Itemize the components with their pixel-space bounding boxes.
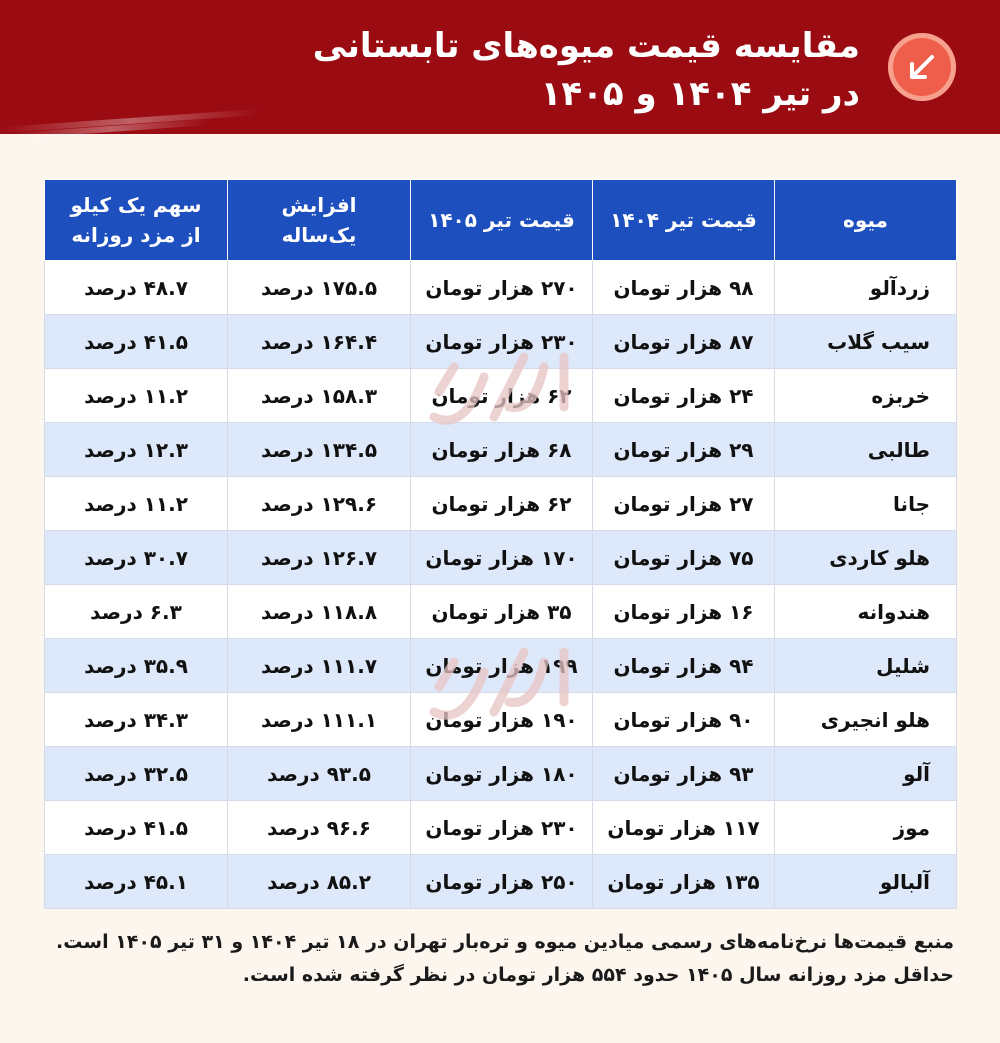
price-1404-cell: ۲۷ هزار تومان bbox=[593, 477, 775, 531]
price-table-container bbox=[44, 179, 956, 909]
fruit-cell: آلبالو bbox=[775, 855, 957, 909]
price-1404-cell: ۹۸ هزار تومان bbox=[593, 261, 775, 315]
fruit-cell: شلیل bbox=[775, 639, 957, 693]
arrow-down-left-icon bbox=[888, 33, 956, 101]
column-header-price-1405: قیمت تیر ۱۴۰۵ bbox=[411, 180, 593, 261]
price-1404-cell: ۲۴ هزار تومان bbox=[593, 369, 775, 423]
fruit-cell: آلو bbox=[775, 747, 957, 801]
fruit-cell: زردآلو bbox=[775, 261, 957, 315]
table-row bbox=[45, 423, 957, 477]
increase-cell: ۱۲۶.۷ درصد bbox=[228, 531, 411, 585]
wage-share-cell: ۴۱.۵ درصد bbox=[45, 315, 228, 369]
table-row bbox=[45, 531, 957, 585]
price-1405-cell: ۱۹۹ هزار تومان bbox=[411, 639, 593, 693]
price-table bbox=[44, 179, 957, 909]
source-note bbox=[44, 926, 954, 992]
increase-cell: ۹۶.۶ درصد bbox=[228, 801, 411, 855]
table-header-row bbox=[45, 180, 957, 261]
increase-cell: ۹۳.۵ درصد bbox=[228, 747, 411, 801]
fruit-cell: خربزه bbox=[775, 369, 957, 423]
fruit-cell: جانا bbox=[775, 477, 957, 531]
table-row bbox=[45, 315, 957, 369]
table-row bbox=[45, 855, 957, 909]
price-1404-cell: ۱۱۷ هزار تومان bbox=[593, 801, 775, 855]
fruit-cell: هندوانه bbox=[775, 585, 957, 639]
price-1404-cell: ۹۳ هزار تومان bbox=[593, 747, 775, 801]
increase-cell: ۱۲۹.۶ درصد bbox=[228, 477, 411, 531]
column-header-fruit: میوه bbox=[775, 180, 957, 261]
title-line-1: مقایسه قیمت میوه‌های تابستانی bbox=[312, 26, 860, 66]
table-row bbox=[45, 585, 957, 639]
price-1405-cell: ۱۷۰ هزار تومان bbox=[411, 531, 593, 585]
wage-share-cell: ۴۵.۱ درصد bbox=[45, 855, 228, 909]
source-note-line-1: منبع قیمت‌ها نرخ‌نامه‌های رسمی میادین میوه و تره‌بار تهران در ۱۸ تیر ۱۴۰۴ و ۳۱ تیر ۱۴۰۵ است. bbox=[56, 931, 954, 953]
price-1405-cell: ۱۹۰ هزار تومان bbox=[411, 693, 593, 747]
price-1405-cell: ۲۷۰ هزار تومان bbox=[411, 261, 593, 315]
wage-share-cell: ۱۱.۲ درصد bbox=[45, 369, 228, 423]
wage-share-cell: ۱۲.۳ درصد bbox=[45, 423, 228, 477]
price-1405-cell: ۲۳۰ هزار تومان bbox=[411, 315, 593, 369]
wage-share-cell: ۳۵.۹ درصد bbox=[45, 639, 228, 693]
price-1405-cell: ۶۲ هزار تومان bbox=[411, 369, 593, 423]
column-header-wage-share: سهم یک کیلو از مزد روزانه bbox=[45, 180, 228, 261]
price-1404-cell: ۸۷ هزار تومان bbox=[593, 315, 775, 369]
page-title bbox=[160, 22, 860, 118]
increase-cell: ۱۳۴.۵ درصد bbox=[228, 423, 411, 477]
increase-cell: ۱۶۴.۴ درصد bbox=[228, 315, 411, 369]
price-1404-cell: ۲۹ هزار تومان bbox=[593, 423, 775, 477]
price-1405-cell: ۳۵ هزار تومان bbox=[411, 585, 593, 639]
column-header-increase: افزایش یک‌ساله bbox=[228, 180, 411, 261]
table-row bbox=[45, 801, 957, 855]
wage-share-cell: ۳۴.۳ درصد bbox=[45, 693, 228, 747]
fruit-cell: هلو کاردی bbox=[775, 531, 957, 585]
source-note-line-2: حداقل مزد روزانه سال ۱۴۰۵ حدود ۵۵۴ هزار تومان در نظر گرفته شده است. bbox=[242, 964, 954, 986]
fruit-cell: سیب گلاب bbox=[775, 315, 957, 369]
increase-cell: ۱۱۱.۷ درصد bbox=[228, 639, 411, 693]
wage-share-cell: ۳۲.۵ درصد bbox=[45, 747, 228, 801]
wage-share-cell: ۳۰.۷ درصد bbox=[45, 531, 228, 585]
price-1405-cell: ۶۲ هزار تومان bbox=[411, 477, 593, 531]
increase-cell: ۸۵.۲ درصد bbox=[228, 855, 411, 909]
increase-cell: ۱۵۸.۳ درصد bbox=[228, 369, 411, 423]
table-row bbox=[45, 693, 957, 747]
table-row bbox=[45, 261, 957, 315]
table-row bbox=[45, 639, 957, 693]
price-1404-cell: ۷۵ هزار تومان bbox=[593, 531, 775, 585]
wage-share-cell: ۱۱.۲ درصد bbox=[45, 477, 228, 531]
table-row bbox=[45, 369, 957, 423]
increase-cell: ۱۱۱.۱ درصد bbox=[228, 693, 411, 747]
price-1405-cell: ۶۸ هزار تومان bbox=[411, 423, 593, 477]
fruit-cell: موز bbox=[775, 801, 957, 855]
wage-share-cell: ۴۱.۵ درصد bbox=[45, 801, 228, 855]
table-row bbox=[45, 477, 957, 531]
price-1405-cell: ۲۵۰ هزار تومان bbox=[411, 855, 593, 909]
wage-share-cell: ۶.۳ درصد bbox=[45, 585, 228, 639]
increase-cell: ۱۱۸.۸ درصد bbox=[228, 585, 411, 639]
fruit-cell: هلو انجیری bbox=[775, 693, 957, 747]
title-line-2: در تیر ۱۴۰۴ و ۱۴۰۵ bbox=[540, 74, 860, 114]
table-row bbox=[45, 747, 957, 801]
price-1404-cell: ۱۳۵ هزار تومان bbox=[593, 855, 775, 909]
wage-share-cell: ۴۸.۷ درصد bbox=[45, 261, 228, 315]
price-1404-cell: ۹۴ هزار تومان bbox=[593, 639, 775, 693]
price-1405-cell: ۱۸۰ هزار تومان bbox=[411, 747, 593, 801]
price-1404-cell: ۹۰ هزار تومان bbox=[593, 693, 775, 747]
header-banner bbox=[0, 0, 1000, 134]
increase-cell: ۱۷۵.۵ درصد bbox=[228, 261, 411, 315]
column-header-price-1404: قیمت تیر ۱۴۰۴ bbox=[593, 180, 775, 261]
price-1405-cell: ۲۳۰ هزار تومان bbox=[411, 801, 593, 855]
fruit-cell: طالبی bbox=[775, 423, 957, 477]
price-1404-cell: ۱۶ هزار تومان bbox=[593, 585, 775, 639]
